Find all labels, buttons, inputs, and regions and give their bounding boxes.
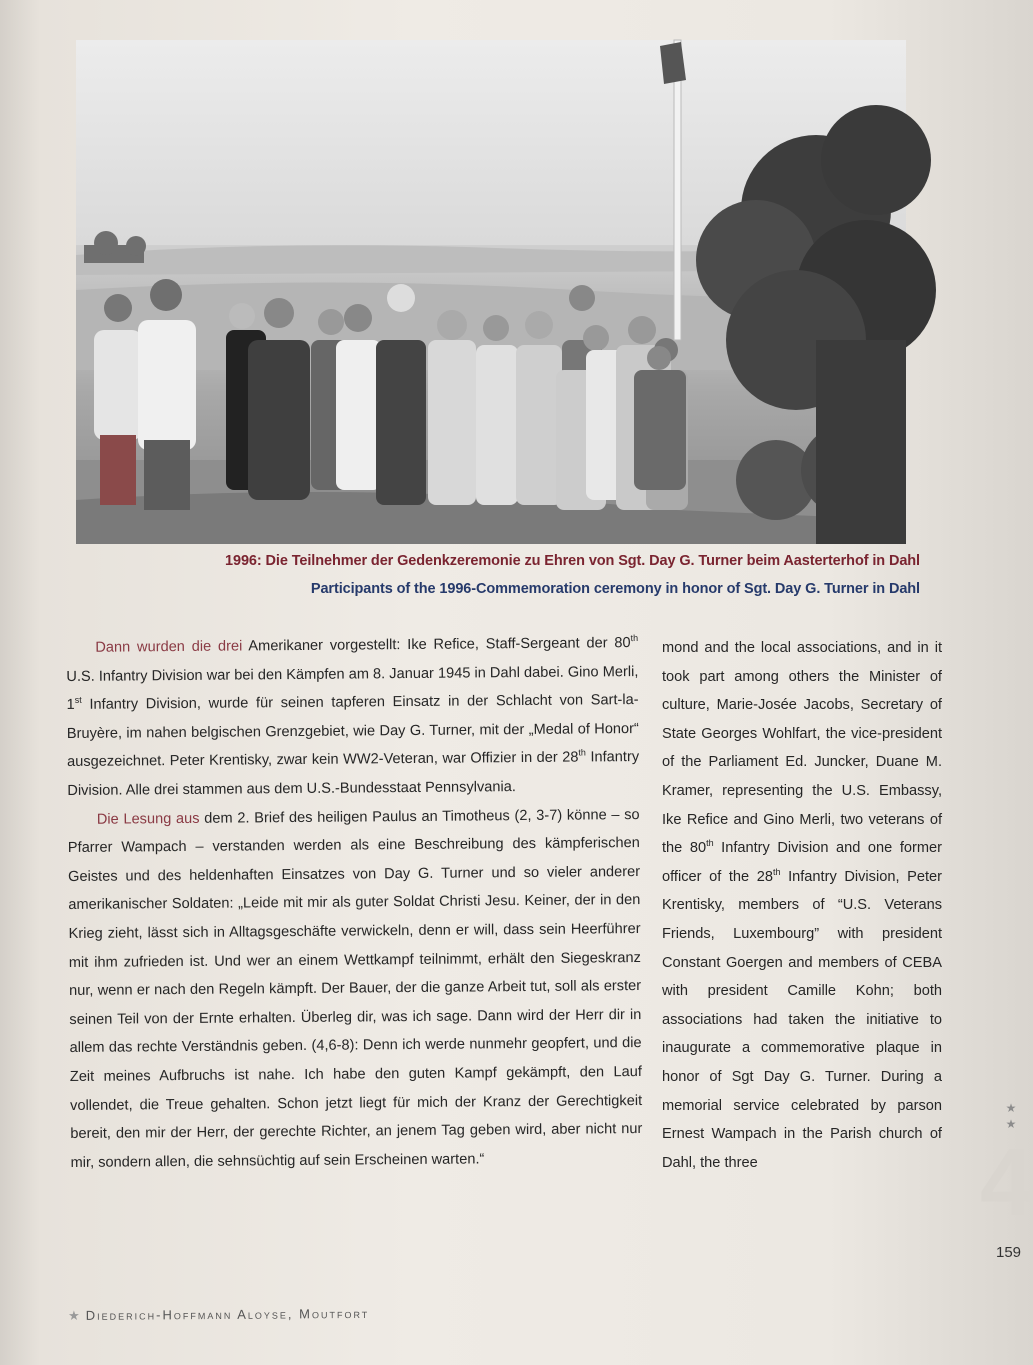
- lead-in: Die Lesung aus: [96, 810, 200, 828]
- photo-illustration: [76, 40, 906, 544]
- lead-in: Dann wurden die drei: [95, 638, 243, 656]
- paragraph-text: Infantry Division, Peter Krentisky, members of “U.S. Veterans Friends, Luxembourg” with president Constant Goergen and members of CEBA with president Camille Kohn; both associations had taken the initiative to inaugurate a commemorative plaque in honor of Sgt Day G. Turner. During a memorial service celebrated by parson Ernest Wampach in the Parish church of Dahl, the three: [662, 868, 942, 1171]
- ordinal-suffix: th: [772, 866, 781, 877]
- page-spine-shadow: [0, 0, 40, 1365]
- paragraph-text: Infantry Division. Alle drei stammen aus dem U.S.-Bundesstaat Pennsylvania.: [67, 749, 640, 799]
- right-text-column: [662, 634, 942, 1177]
- left-text-column: [66, 629, 643, 1177]
- paragraph-intro: [66, 629, 639, 806]
- ordinal-suffix: th: [630, 633, 639, 644]
- paragraph-english: [662, 634, 942, 1177]
- footer-star-icon: ★: [68, 1307, 80, 1323]
- ordinal-suffix: th: [578, 747, 586, 758]
- photo-caption-german: 1996: Die Teilnehmer der Gedenkzeremonie zu Ehren von Sgt. Day G. Turner beim Aasterterhof in Dahl: [225, 553, 920, 569]
- ceremony-photo: [76, 40, 906, 544]
- footer-credit: [68, 1306, 369, 1324]
- paragraph-text: dem 2. Brief des heiligen Paulus an Timotheus (2, 3-7) könne – so Pfarrer Wampach – verstanden werden als eine Beschreibung des kämpferischen Geistes und des heldenhaften Einsatzes von Day G. Turner und so vieler anderer amerikanischer Soldaten: „Leide mit mir als guter Soldat Christi Jesu. Keiner, der in den Krieg zieht, lässt sich in Alltagsgeschäfte verwickeln, denn er will, dass sein Heerführer mit ihm zufrieden ist. Und wer an einem Wettkampf teilnimmt, erhält den Siegeskranz nur, wenn er nach den Regeln kämpft. Der Bauer, der die ganze Arbeit tut, soll als erster seinen Teil von der Ernte erhalten. Überleg dir, was ich sage. Dann wird der Herr dir in allem das rechte Verständnis geben. (4,6-8): Denn ich werde nunmehr geopfert, und die Zeit meines Aufbruchs ist nahe. Ich habe den guten Kampf gekämpft, den Lauf vollendet, die Treue gehalten. Schon jetzt liegt für mich der Kranz der Gerechtigkeit bereit, den mir der Herr, der gerechte Richter, an jenem Tag geben wird, aber nicht nur mir, sondern allen, die sehnsüchtig auf sein Erscheinen warten.“: [67, 806, 643, 1171]
- ordinal-suffix: th: [706, 838, 714, 849]
- photo-caption-english: Participants of the 1996-Commemoration ceremony in honor of Sgt. Day G. Turner in Dahl: [310, 581, 920, 597]
- chapter-number: 4: [980, 1129, 1033, 1236]
- paragraph-text: mond and the local associations, and in it took part among others the Minister of culture, Marie-Josée Jacobs, Secretary of State Georges Wohlfart, the vice-president of the Parliament Ed. Juncker, Duane M. Kramer, representing the U.S. Embassy, Ike Refice and Gino Merli, two veterans of the 80: [662, 640, 942, 857]
- paragraph-text: U.S. Infantry Division war bei den Kämpfen am 8. Januar 1945 in Dahl dabei. Gino Merli, 1: [66, 663, 639, 714]
- paragraph-text: Infantry Division and one former officer of the 28: [662, 840, 942, 885]
- page-number: 159: [996, 1244, 1022, 1261]
- paragraph-text: Infantry Division, wurde für seinen tapferen Einsatz in der Schlacht von Sart-la-Bruyère, im nahen belgischen Grenzgebiet, wie Day G. Turner, mit der „Medal of Honor“ ausgezeichnet. Peter Krentisky, zwar kein WW2-Veteran, war Offizier in der 28: [66, 692, 639, 771]
- paragraph-text: Amerikaner vorgestellt: Ike Refice, Staff-Sergeant der 80: [242, 635, 631, 655]
- ordinal-suffix: st: [74, 695, 82, 706]
- footer-credit-text: Diederich-Hoffmann Aloyse, Moutfort: [85, 1305, 370, 1323]
- paragraph-reading: [67, 801, 642, 1178]
- margin-stars: ★ ★: [1005, 1101, 1017, 1131]
